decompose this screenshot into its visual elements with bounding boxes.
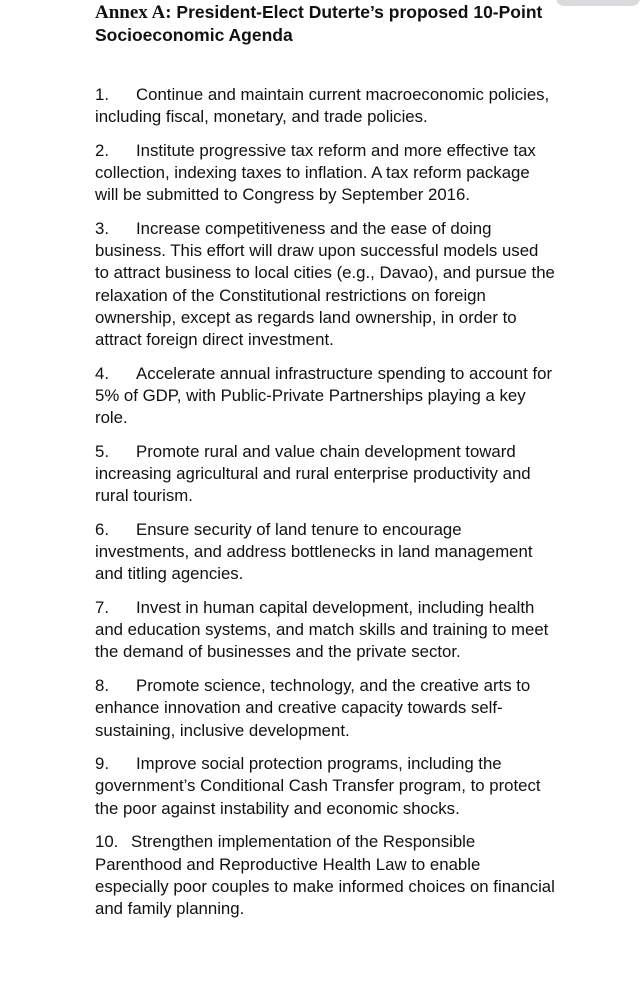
item-text: Improve social protection programs, including the government’s Conditional Cash Transfer program, to protect the poor against instability and economic shocks. bbox=[95, 754, 541, 818]
agenda-item-7 bbox=[95, 597, 555, 664]
agenda-item-1 bbox=[95, 84, 555, 128]
item-text: Promote science, technology, and the creative arts to enhance innovation and creative capacity towards self-sustaining, inclusive development. bbox=[95, 676, 531, 740]
agenda-item-4 bbox=[95, 363, 555, 430]
item-text: Promote rural and value chain development toward increasing agricultural and rural enterprise productivity and rural tourism. bbox=[95, 441, 531, 506]
agenda-item-6 bbox=[95, 519, 555, 586]
item-text: Institute progressive tax reform and more effective tax collection, indexing taxes to inflation. A tax reform package will be submitted to Congress by September 2016. bbox=[95, 140, 536, 205]
item-number: 3. bbox=[95, 219, 109, 239]
annex-content bbox=[95, 0, 555, 932]
agenda-item-10 bbox=[95, 831, 555, 920]
title-text: President-Elect Duterte’s proposed 10-Point Socioeconomic Agenda bbox=[95, 2, 543, 45]
item-number: 5. bbox=[95, 441, 109, 461]
item-number: 8. bbox=[95, 676, 109, 696]
item-number: 6. bbox=[95, 519, 109, 539]
item-number: 9. bbox=[95, 754, 109, 774]
agenda-item-5 bbox=[95, 441, 555, 508]
item-number: 1. bbox=[95, 85, 109, 104]
agenda-item-9 bbox=[95, 753, 555, 820]
item-text: Accelerate annual infrastructure spending to account for 5% of GDP, with Public-Private Partnerships playing a key role. bbox=[95, 363, 553, 428]
agenda-item-3 bbox=[95, 218, 555, 351]
agenda-item-2 bbox=[95, 140, 555, 207]
agenda-item-8 bbox=[95, 675, 555, 742]
item-text: Continue and maintain current macroeconomic policies, including fiscal, monetary, and trade policies. bbox=[95, 85, 550, 127]
scroll-shadow bbox=[556, 0, 640, 6]
agenda-list bbox=[95, 84, 555, 920]
item-number: 10. bbox=[95, 832, 119, 852]
title-prefix: Annex A: bbox=[95, 2, 172, 23]
item-text: Strengthen implementation of the Responsible Parenthood and Reproductive Health Law to enable especially poor couples to make informed choices on financial and family planning. bbox=[95, 832, 555, 918]
item-number: 4. bbox=[95, 363, 109, 383]
item-number: 7. bbox=[95, 598, 109, 618]
item-text: Ensure security of land tenure to encourage investments, and address bottlenecks in land management and titling agencies. bbox=[95, 519, 533, 584]
item-text: Invest in human capital development, including health and education systems, and match skills and training to meet the demand of businesses and the private sector. bbox=[95, 598, 549, 662]
item-number: 2. bbox=[95, 140, 109, 160]
item-text: Increase competitiveness and the ease of doing business. This effort will draw upon successful models used to attract business to local cities (e.g., Davao), and pursue the relaxation of the Constitutional restrictions on foreign ownership, except as regards land ownership, in order to attract foreign direct investment. bbox=[95, 219, 555, 350]
page-title bbox=[95, 0, 555, 46]
